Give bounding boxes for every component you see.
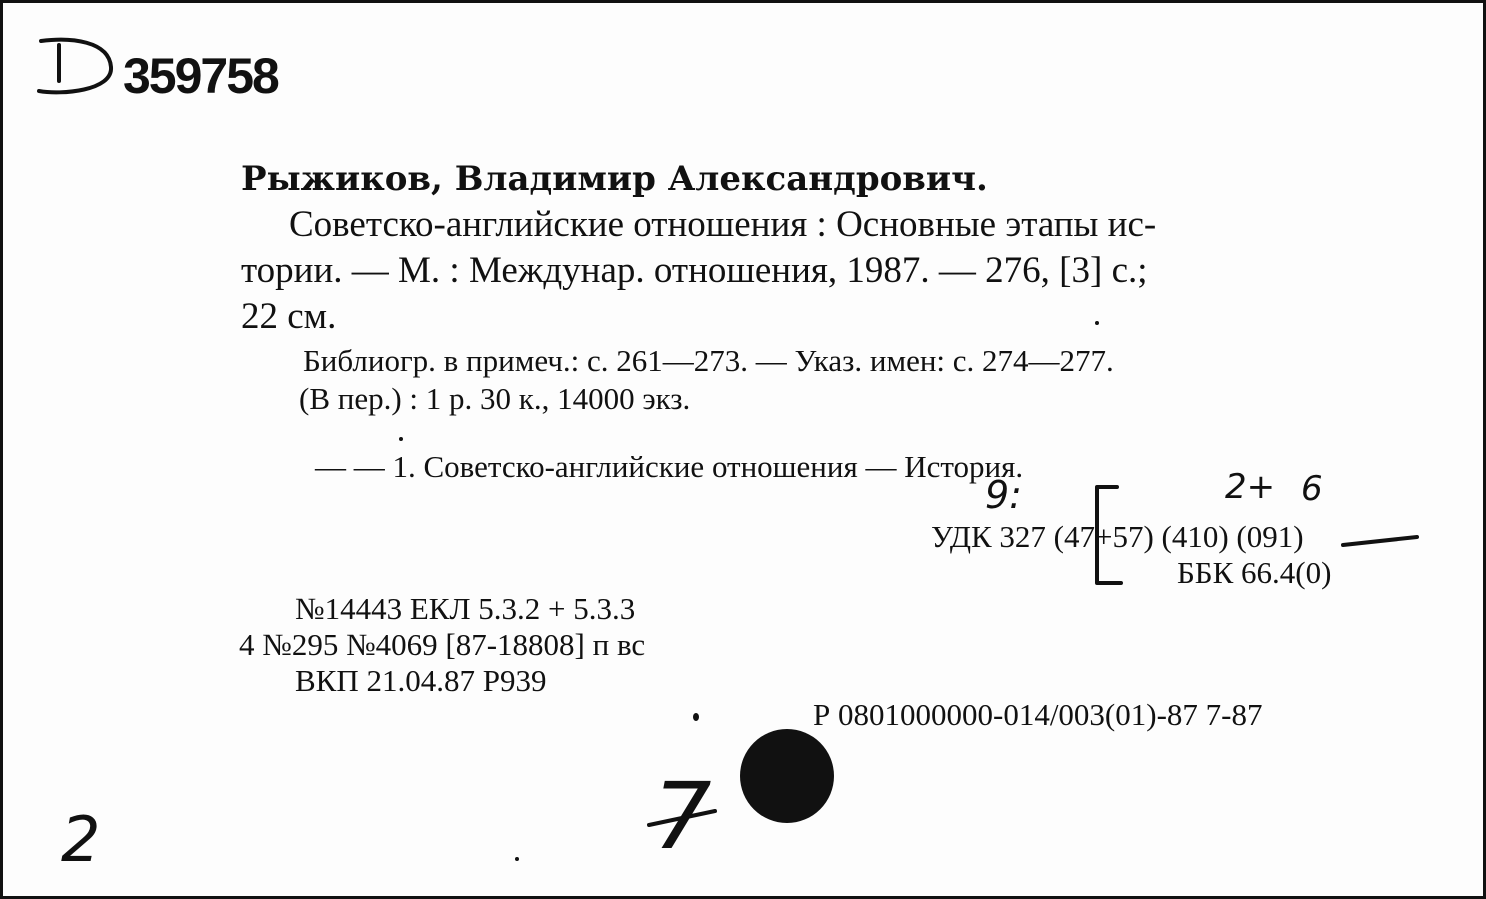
subject-heading: — — 1. Советско-английские отношения — История. xyxy=(315,449,1024,484)
punched-hole xyxy=(740,729,834,823)
handwritten-udk-prefix: 9: xyxy=(985,473,1022,517)
handwritten-seven-crossbar xyxy=(643,803,723,833)
notes-line-1: Библиогр. в примеч.: с. 261—273. — Указ. имен: с. 274—277. xyxy=(303,343,1114,378)
tech-line-1: №14443 ЕКЛ 5.3.2 + 5.3.3 xyxy=(295,591,636,626)
title-line-3: 22 см. xyxy=(241,296,337,337)
publisher-code: Р 0801000000-014/003(01)-87 7-87 xyxy=(813,697,1263,732)
handwritten-udk-addition-1: 2+ xyxy=(1225,467,1276,507)
ink-speck xyxy=(693,713,699,721)
tech-line-2: 4 №295 №4069 [87-18808] п вс xyxy=(239,627,646,662)
handwritten-udk-addition-2: 6 xyxy=(1301,469,1323,509)
bbk-classification: ББК 66.4(0) xyxy=(1177,555,1332,590)
handwritten-number-bottom-left: 2 xyxy=(61,803,101,876)
title-line-2: тории. — М. : Междунар. отношения, 1987. — 276, [3] с.; xyxy=(241,250,1148,291)
strikethrough-mark xyxy=(1341,529,1421,553)
title-line-1: Советско-английские отношения : Основные этапы ис- xyxy=(289,204,1157,245)
notes-line-2: (В пер.) : 1 р. 30 к., 14000 экз. xyxy=(299,381,691,416)
author-heading: Рыжиков, Владимир Александрович. xyxy=(241,159,988,199)
tech-line-3: ВКП 21.04.87 Р939 xyxy=(295,663,547,698)
udk-classification: УДК 327 (47+57) (410) (091) xyxy=(931,519,1304,554)
handwritten-number-bottom-middle: 7 xyxy=(653,763,712,870)
ink-speck xyxy=(1095,321,1099,325)
handwritten-d-mark xyxy=(31,31,121,101)
ink-speck xyxy=(515,857,519,861)
ink-speck xyxy=(399,437,403,441)
catalog-number: 359758 xyxy=(123,48,278,104)
